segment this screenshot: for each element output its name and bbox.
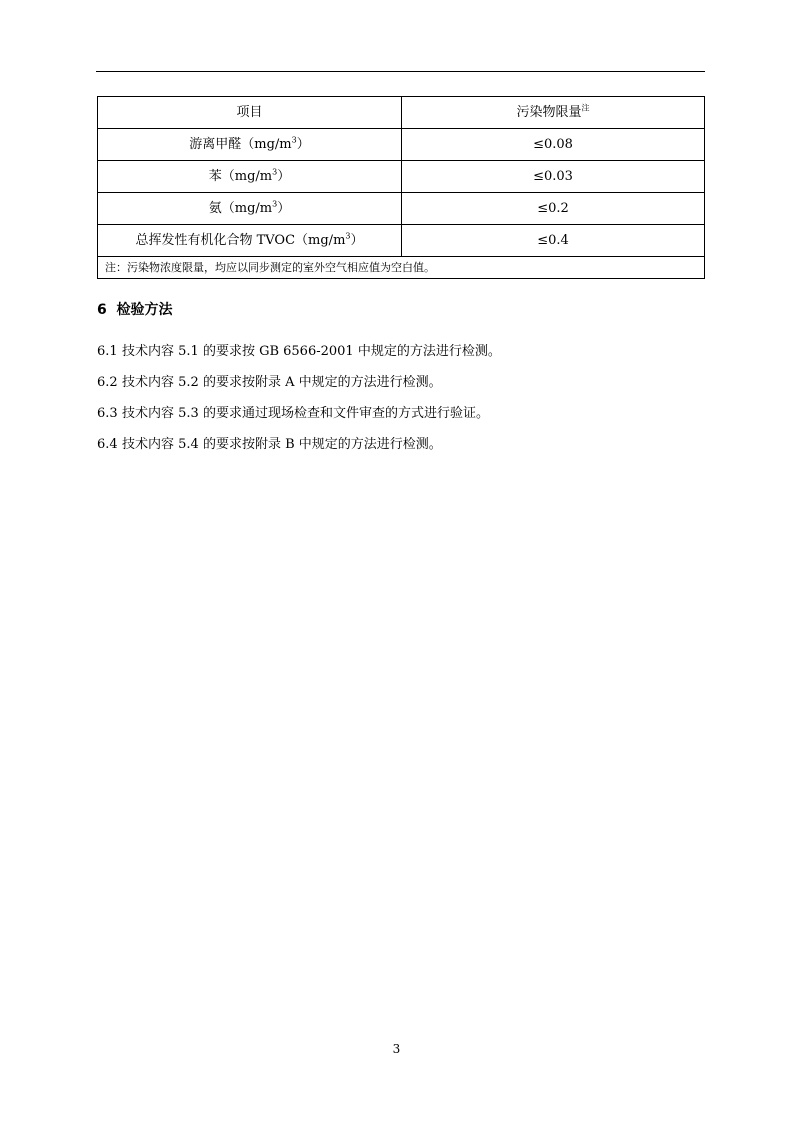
header-item: 项目 (98, 97, 402, 129)
table-row (98, 193, 705, 225)
pollutant-limit: ≤0.03 (402, 161, 705, 193)
pollutant-limits-table (97, 96, 705, 279)
clause-6-3 (97, 406, 489, 422)
clause-6-1 (97, 344, 501, 360)
table-row (98, 225, 705, 257)
table-row (98, 129, 705, 161)
clause-6-4 (97, 437, 442, 453)
table-row (98, 161, 705, 193)
section-heading (97, 301, 173, 319)
clause-text: 技术内容 5.1 的要求按 GB 6566-2001 中规定的方法进行检测。 (122, 344, 501, 359)
clause-6-2 (97, 375, 442, 391)
clause-text: 技术内容 5.4 的要求按附录 B 中规定的方法进行检测。 (122, 437, 442, 452)
pollutant-name: 总挥发性有机化合物 $TVOC(mg/m^3)$ (98, 225, 402, 257)
section-title: 检验方法 (116, 302, 173, 318)
clause-text: 技术内容 5.3 的要求通过现场检查和文件审查的方式进行验证。 (122, 406, 489, 421)
header-limit-footnote-mark: 注 (581, 103, 590, 113)
pollutant-limit: ≤0.08 (402, 129, 705, 161)
pollutant-limit: ≤0.2 (402, 193, 705, 225)
pollutant-name: 氨$(mg/m^3)$ (98, 193, 402, 225)
clause-text: 技术内容 5.2 的要求按附录 A 中规定的方法进行检测。 (122, 375, 442, 390)
header-limit: 污染物限量$^注$ (402, 97, 705, 129)
table-note: 注：污染物浓度限量，均应以同步测定的室外空气相应值为空白值。 (98, 257, 705, 279)
section-number: 6 (97, 302, 107, 318)
pollutant-limit: ≤0.4 (402, 225, 705, 257)
header-rule (96, 71, 705, 72)
clause-number: 6.1 (97, 344, 118, 359)
clause-number: 6.4 (97, 437, 118, 452)
table-header-row (98, 97, 705, 129)
pollutant-name: 苯$(mg/m^3)$ (98, 161, 402, 193)
clause-number: 6.2 (97, 375, 118, 390)
page-number: 3 (392, 1042, 401, 1056)
table-note-row (98, 257, 705, 279)
clause-number: 6.3 (97, 406, 118, 421)
pollutant-name: 游离甲醛$(mg/m^3)$ (98, 129, 402, 161)
